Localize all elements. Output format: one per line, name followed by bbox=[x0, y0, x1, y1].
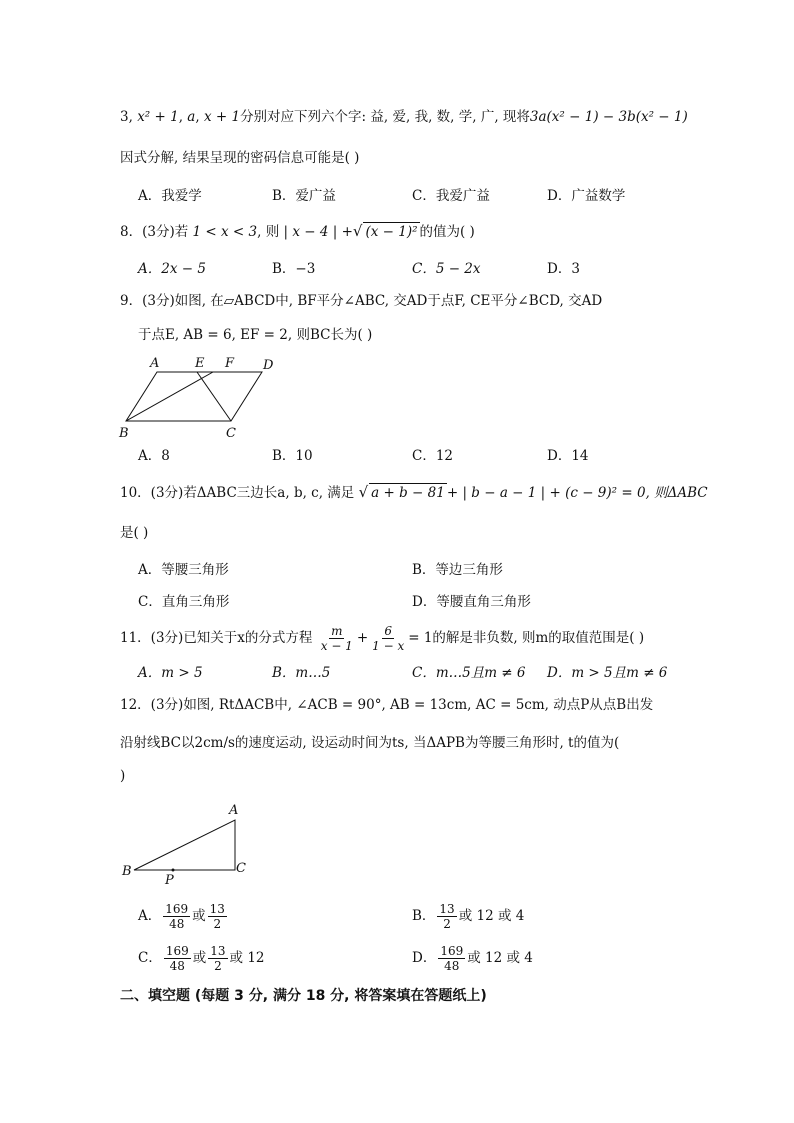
point-p bbox=[172, 869, 175, 872]
q12-triangle-figure bbox=[118, 800, 258, 890]
q12-option-b: B． $\frac{13}{2}$ 或 12 或 4 bbox=[412, 902, 525, 931]
q7-option-d: D．广益数学 bbox=[547, 188, 626, 204]
q11-option-c: C．m…5且m ≠ 6 bbox=[412, 665, 526, 681]
q12-line3: ) bbox=[120, 768, 126, 784]
label-d: D bbox=[263, 358, 274, 373]
label-p: P bbox=[165, 873, 174, 888]
q9-parallelogram-figure bbox=[110, 352, 290, 442]
label-c: C bbox=[236, 861, 246, 876]
q9-option-c: C．12 bbox=[412, 448, 454, 464]
q10-option-c: C．直角三角形 bbox=[138, 594, 230, 610]
q11-stem: 11．(3分)已知关于x的分式方程 $\frac{m}{x - 1}$ + $\frac{6}{1 - x}$ = 1的解是非负数, 则m的取值范围是( ) bbox=[120, 624, 645, 653]
q7-option-a: A．我爱学 bbox=[138, 188, 202, 204]
q12-line1: 12．(3分)如图, RtΔACB中, ∠ACB = 90°, AB = 13cm, AC = 5cm, 动点P从点B出发 bbox=[120, 697, 654, 713]
label-a: A bbox=[150, 356, 160, 371]
label-a: A bbox=[229, 803, 239, 818]
q8-option-a: A．2x − 5 bbox=[138, 261, 206, 277]
label-c: C bbox=[226, 426, 236, 441]
q10-option-a: A．等腰三角形 bbox=[138, 562, 229, 578]
q9-line2: 于点E, AB = 6, EF = 2, 则BC长为( ) bbox=[138, 327, 373, 343]
q10-line1: 10．(3分)若ΔABC三边长a, b, c, 满足 √ a + b − 81 + | b − a − 1 | + (c − 9)² = 0, 则ΔABC bbox=[120, 483, 708, 501]
segment-ce bbox=[197, 372, 231, 421]
q9-option-a: A．8 bbox=[138, 448, 170, 464]
parallelogram-abcd bbox=[126, 372, 262, 421]
q8-option-b: B．−3 bbox=[272, 261, 316, 277]
q9-option-b: B．10 bbox=[272, 448, 313, 464]
triangle-acb bbox=[134, 820, 235, 870]
q8-option-d: D．3 bbox=[547, 261, 580, 277]
q7-option-c: C．我爱广益 bbox=[412, 188, 490, 204]
q7-option-b: B．爱广益 bbox=[272, 188, 336, 204]
q8-option-c: C．5 − 2x bbox=[412, 261, 481, 277]
q10-line2: 是( ) bbox=[120, 525, 149, 541]
q12-option-d: D． $\frac{169}{48}$ 或 12 或 4 bbox=[412, 944, 533, 973]
q11-option-b: B．m…5 bbox=[272, 665, 331, 681]
q11-option-a: A．m > 5 bbox=[138, 665, 203, 681]
label-f: F bbox=[225, 356, 235, 371]
q9-option-d: D．14 bbox=[547, 448, 589, 464]
q8-stem: 8．(3分)若 1 < x < 3, 则 | x − 4 | +√ (x − 1)² 的值为( ) bbox=[120, 222, 475, 240]
segment-bf bbox=[126, 372, 213, 421]
label-b: B bbox=[122, 864, 132, 879]
q11-option-d: D．m > 5且m ≠ 6 bbox=[547, 665, 668, 681]
q12-line2: 沿射线BC以2cm/s的速度运动, 设运动时间为ts, 当ΔAPB为等腰三角形时, t的值为( bbox=[120, 735, 620, 751]
q11-fraction-1: $\frac{m}{x - 1}$ bbox=[320, 624, 353, 653]
q11-fraction-2: $\frac{6}{1 - x}$ bbox=[372, 624, 405, 653]
q10-option-b: B．等边三角形 bbox=[412, 562, 503, 578]
label-b: B bbox=[119, 426, 129, 441]
q10-option-d: D．等腰直角三角形 bbox=[412, 594, 531, 610]
q9-line1: 9．(3分)如图, 在▱ABCD中, BF平分∠ABC, 交AD于点F, CE平分∠BCD, 交AD bbox=[120, 293, 603, 309]
q7-line2: 因式分解, 结果呈现的密码信息可能是( ) bbox=[120, 150, 360, 166]
q12-option-c: C． $\frac{169}{48}$ 或 $\frac{13}{2}$ 或 12 bbox=[138, 944, 265, 973]
q7-line1: 3, x² + 1, a, x + 1分别对应下列六个字: 益, 爱, 我, 数, 学, 广, 现将3a(x² − 1) − 3b(x² − 1) bbox=[120, 109, 688, 125]
label-e: E bbox=[195, 356, 205, 371]
section-heading: 二、填空题 (每题 3 分, 满分 18 分, 将答案填在答题纸上) bbox=[120, 988, 487, 1004]
q12-option-a: A． $\frac{169}{48}$ 或 $\frac{13}{2}$ bbox=[138, 902, 225, 931]
